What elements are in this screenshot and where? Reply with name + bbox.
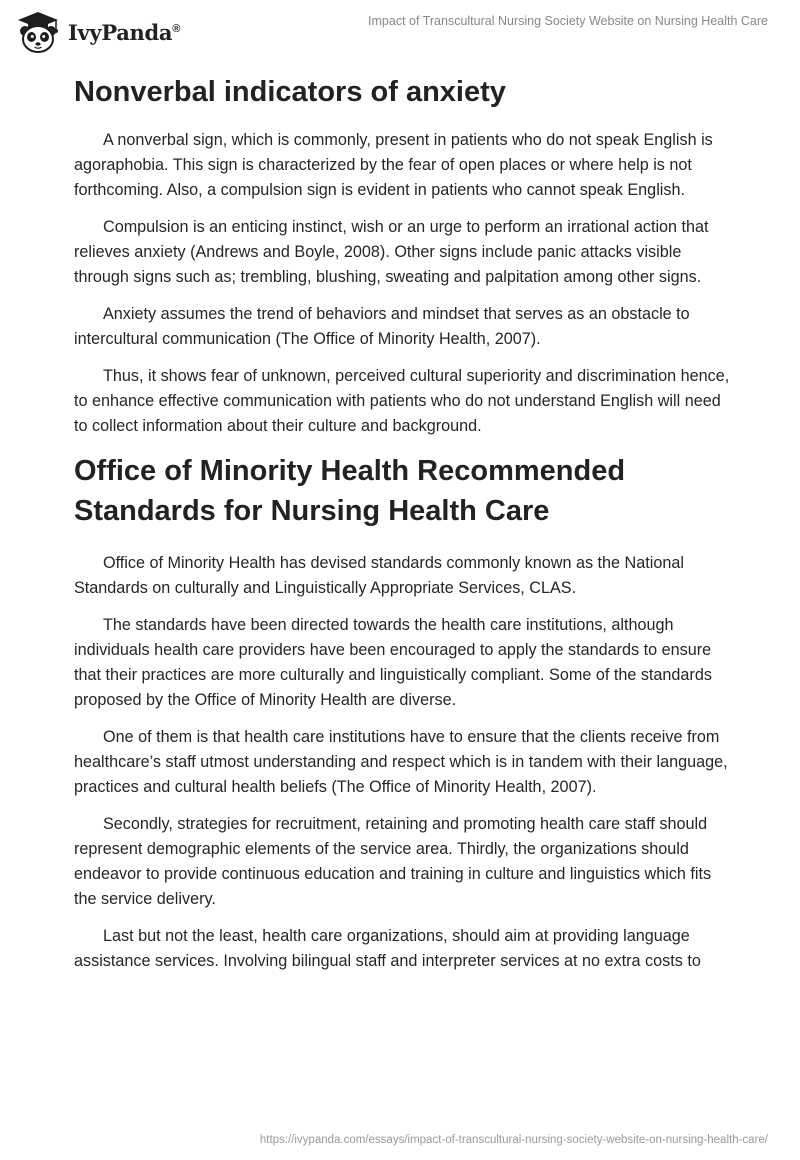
paragraph: Compulsion is an enticing instinct, wish or an urge to perform an irrational action that relieves anxiety (Andrews and Boyle, 2008). Other signs include panic attacks visible through signs such as; trembling, blushing, sweating and palpitation among other signs.	[74, 218, 709, 286]
brand-name: IvyPanda®	[68, 19, 181, 45]
essay-content	[74, 70, 734, 986]
registered-mark: ®	[172, 22, 181, 35]
paragraph: Office of Minority Health has devised standards commonly known as the National Standards on culturally and Linguistically Appropriate Services, CLAS.	[74, 554, 684, 597]
document-title: Impact of Transcultural Nursing Society Website on Nursing Health Care	[368, 14, 768, 28]
paragraph: The standards have been directed towards the health care institutions, although individuals health care providers have been encouraged to apply the standards to ensure that their practices are more culturally and linguistically compliant. Some of the standards proposed by the Office of Minority Health are diverse.	[74, 616, 712, 709]
ivypanda-logo[interactable]	[14, 10, 180, 54]
source-url-link[interactable]: https://ivypanda.com/essays/impact-of-transcultural-nursing-society-website-on-nursing-health-care/	[259, 1134, 768, 1146]
panda-graduate-icon	[14, 10, 62, 54]
paragraph: One of them is that health care institutions have to ensure that the clients receive from healthcare’s staff utmost understanding and respect which is in tandem with their language, practices and cultural health beliefs (The Office of Minority Health, 2007).	[74, 728, 728, 796]
paragraph: Thus, it shows fear of unknown, perceived cultural superiority and discrimination hence, to enhance effective communication with patients who do not understand English will need to collect information about their culture and background.	[74, 367, 730, 435]
paragraph: A nonverbal sign, which is commonly, present in patients who do not speak English is agoraphobia. This sign is characterized by the fear of open places or where help is not forthcoming. Also, a compulsion sign is evident in patients who cannot speak English.	[74, 131, 713, 199]
section-heading: Office of Minority Health Recommended Standards for Nursing Health Care	[74, 455, 626, 527]
paragraph: Secondly, strategies for recruitment, retaining and promoting health care staff should represent demographic elements of the service area. Thirdly, the organizations should endeavor to provide continuous education and training in culture and linguistics which fits the service delivery.	[74, 815, 712, 908]
paragraph: Last but not the least, health care organizations, should aim at providing language assistance services. Involving bilingual staff and interpreter services at no extra costs to	[74, 927, 701, 970]
paragraph: Anxiety assumes the trend of behaviors and mindset that serves as an obstacle to intercultural communication (The Office of Minority Health, 2007).	[74, 305, 690, 348]
section-heading: Nonverbal indicators of anxiety	[74, 76, 506, 108]
